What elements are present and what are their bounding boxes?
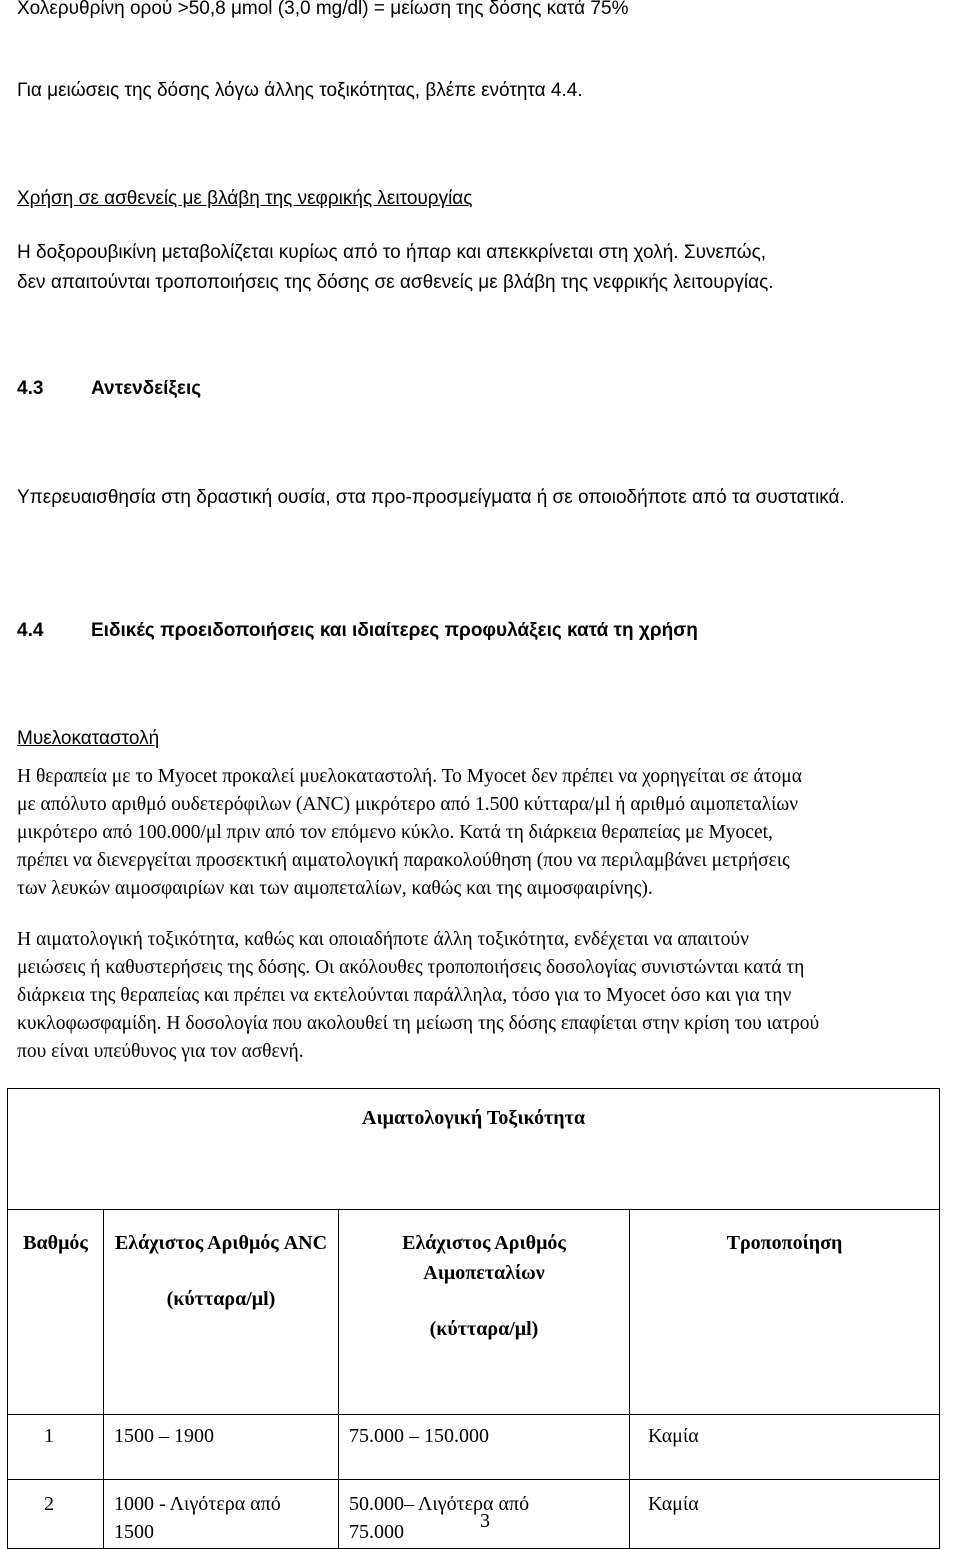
cell-grade: 1	[8, 1415, 104, 1480]
paragraph-2	[17, 926, 819, 1066]
cell-modification: Καμία	[630, 1480, 940, 1549]
header-anc-unit: (κύτταρα/μl)	[166, 1288, 276, 1310]
page-number: 3	[480, 1510, 490, 1532]
text-line: με απόλυτο αριθμό ουδετερόφιλων (ANC) μικρότερο από 1.500 κύτταρα/μl ή αριθμό αιμοπεταλίων	[17, 794, 799, 815]
cell-grade: 2	[8, 1480, 104, 1549]
table-title: Αιματολογική Τοξικότητα	[8, 1089, 940, 1210]
header-platelets-label: Ελάχιστος Αριθμός Αιμοπεταλίων	[402, 1232, 566, 1284]
section-title: Ειδικές προειδοποιήσεις και ιδιαίτερες προφυλάξεις κατά τη χρήση	[91, 620, 698, 641]
cell-platelets-line: 50.000– Λιγότερα από	[349, 1493, 530, 1515]
text-line: μειώσεις ή καθυστερήσεις της δόσης. Οι ακόλουθες τροποποιήσεις δοσολογίας συνιστώνται κατά τη	[17, 957, 805, 978]
cell-platelets: 75.000 – 150.000	[339, 1415, 630, 1480]
hematologic-toxicity-table	[7, 1088, 940, 1549]
header-modification: Τροποποίηση	[630, 1210, 940, 1415]
cell-modification: Καμία	[630, 1415, 940, 1480]
header-grade: Βαθμός	[8, 1210, 104, 1415]
renal-line-2: δεν απαιτούνται τροποποιήσεις της δόσης σε ασθενείς με βλάβη της νεφρικής λειτουργίας.	[17, 272, 774, 293]
text-line: μικρότερο από 100.000/μl πριν από τον επόμενο κύκλο. Κατά τη διάρκεια θεραπείας με Myocet,	[17, 822, 773, 843]
renal-line-1: Η δοξορουβικίνη μεταβολίζεται κυρίως από το ήπαρ και απεκκρίνεται στη χολή. Συνεπώς,	[17, 242, 767, 263]
section-number: 4.4	[17, 620, 44, 641]
paragraph-1	[17, 763, 802, 903]
header-anc-label: Ελάχιστος Αριθμός ANC	[114, 1232, 328, 1254]
text-line: των λευκών αιμοσφαιρίων και των αιμοπεταλίων, καθώς και της αιμοσφαιρίνης).	[17, 878, 653, 899]
bilirubin-line: Χολερυθρίνη ορού >50,8 μmol (3,0 mg/dl) = μείωση της δόσης κατά 75%	[17, 0, 629, 19]
header-anc	[104, 1210, 339, 1415]
cell-anc: 1500 – 1900	[104, 1415, 339, 1480]
contraindications-text: Υπερευαισθησία στη δραστική ουσία, στα προ-προσμείγματα ή σε οποιοδήποτε από τα συστατικά.	[17, 487, 845, 508]
text-line: Η αιματολογική τοξικότητα, καθώς και οποιαδήποτε άλλη τοξικότητα, ενδέχεται να απαιτούν	[17, 929, 749, 950]
text-line: που είναι υπεύθυνος για τον ασθενή.	[17, 1041, 304, 1062]
header-platelets-unit: (κύτταρα/μl)	[429, 1318, 539, 1340]
text-line: πρέπει να διενεργείται προσεκτική αιματολογική παρακολούθηση (που να περιλαμβάνει μετρήσεις	[17, 850, 790, 871]
header-platelets	[339, 1210, 630, 1415]
myelosuppression-heading: Μυελοκαταστολή	[17, 728, 160, 749]
renal-heading: Χρήση σε ασθενείς με βλάβη της νεφρικής λειτουργίας	[17, 188, 473, 209]
text-line: κυκλοφωσφαμίδη. Η δοσολογία που ακολουθεί τη μείωση της δόσης επαφίεται στην κρίση του ιατρού	[17, 1013, 820, 1034]
table-row	[8, 1415, 940, 1480]
section-title: Αντενδείξεις	[91, 378, 202, 399]
other-toxicity-line: Για μειώσεις της δόσης λόγω άλλης τοξικότητας, βλέπε ενότητα 4.4.	[17, 80, 583, 101]
table-header-row	[8, 1210, 940, 1415]
cell-platelets-line: 75.000	[349, 1521, 404, 1543]
section-number: 4.3	[17, 378, 44, 399]
cell-anc-line: 1000 - Λιγότερα από	[114, 1493, 281, 1515]
text-line: διάρκεια της θεραπείας και πρέπει να εκτελούνται παράλληλα, τόσο για το Myocet όσο και για την	[17, 985, 792, 1006]
cell-anc-line: 1500	[114, 1521, 154, 1543]
section-4-4-heading	[17, 620, 698, 642]
section-4-3-heading	[17, 378, 201, 400]
text-line: Η θεραπεία με το Myocet προκαλεί μυελοκαταστολή. Το Myocet δεν πρέπει να χορηγείται σε άτομα	[17, 766, 802, 787]
